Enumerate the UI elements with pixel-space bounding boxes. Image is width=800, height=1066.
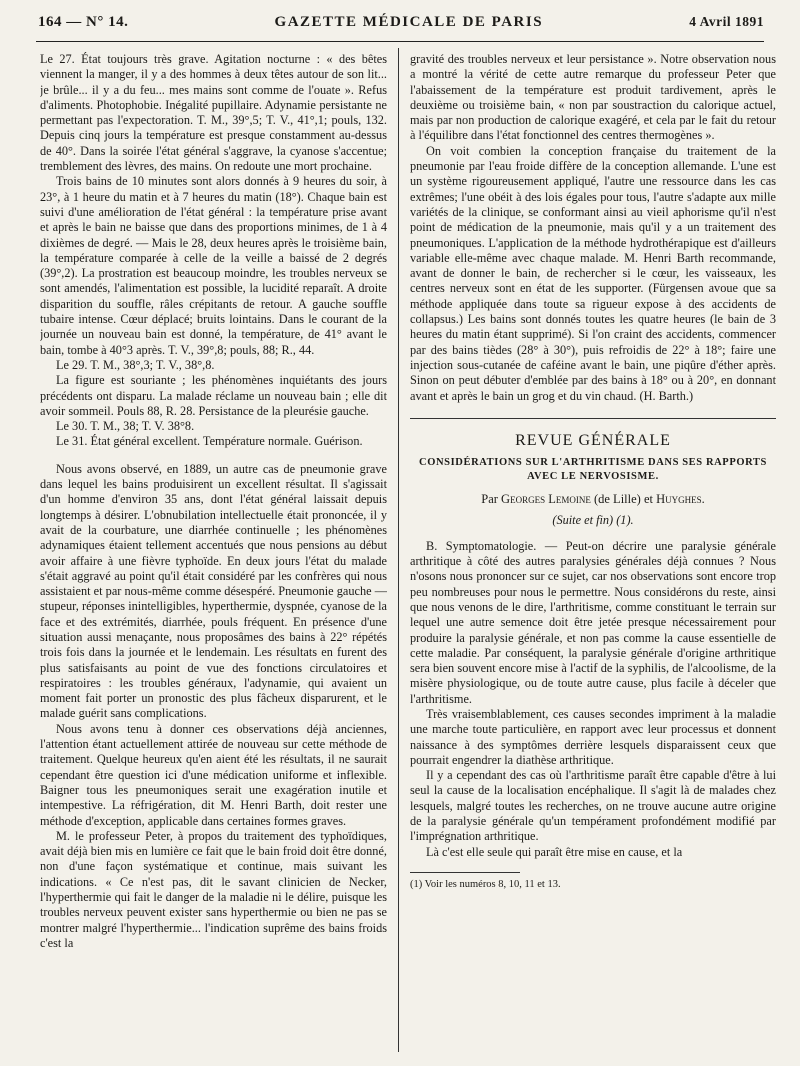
header-rule xyxy=(36,41,764,42)
article-title: CONSIDÉRATIONS SUR L'ARTHRITISME DANS SES RAPPORTS AVEC LE NERVOSISME. xyxy=(419,457,767,483)
author-mid: (de Lille) et xyxy=(593,492,653,507)
paragraph: Le 31. État général excellent. Température normale. Guérison. xyxy=(56,434,363,449)
footnote-rule xyxy=(410,872,520,873)
paragraph: gravité des troubles nerveux et leur persistance ». Notre observation nous a montré la vérité de cette autre remarque du professeur Peter que l'abaissement de la température est produit tardivement, après le deuxième ou troisième bain, « non par soustraction du calorique actuel, mais par non production de calorique exagéré, et cela par le fait du retour à l'équilibre dans l'état fonctionnel des centres thermogènes ». xyxy=(410,52,776,143)
paragraph: Là c'est elle seule qui paraît être mise en cause, et la xyxy=(426,844,683,859)
paragraph: Trois bains de 10 minutes sont alors donnés à 9 heures du soir, à 23°, à 1 heure du matin et à 7 heures du matin (18°). Chaque bain est suivi d'une amélioration de l'état général : la température prise avant et après le bain ne baisse que dans des proportions minimes, de 1 à 4 dixièmes de degré. — Mais le 28, deux heures après le troisième bain, la température comparée à celle de la veille a baissé de 2 degrés (39°,2). La prostration est beaucoup moindre, les troubles nerveux se sont amendés, l'alimentation est possible, la lucidité reparaît. A droite disparition du souffle, râles crépitants de retour. A gauche souffle tubaire intense. Cœur déplacé; bruits lointains. Dans le courant de la journée un nouveau bain est donné, la température, de 41° avant le bain, tombe à 40°3 après. T. V., 39°,8; pouls, 88; R., 44. xyxy=(40,174,387,357)
paragraph: Très vraisemblablement, ces causes secondes impriment à la maladie une marche toute particulière, en rapport avec leur processus et donnent naissance à des symptômes derrière lesquels disparaissent ceux que pourrait engendrer la diathèse arthritique. xyxy=(410,706,776,767)
paragraph: M. le professeur Peter, à propos du traitement des typhoïdiques, avait déjà bien mis en lumière ce fait que le bain froid doit être donné, non d'une façon systématique et continue, mais suivant les indications. « Ce n'est pas, dit le savant clinicien de Necker, l'hyperthermie qui fait le danger de la maladie ni le délire, puisque les troubles nerveux peuvent exister sans hyperthermie ou bien ne pas se montrer malgré l'hyperthermie... l'indication suprême des bains froids c'est la xyxy=(40,828,387,950)
author-name: Huyghes. xyxy=(656,492,705,507)
paragraph: On voit combien la conception française du traitement de la pneumonie par l'eau froide diffère de la conception allemande. L'une est un système rigoureusement appliqué, l'autre une ressource dans les cas extrêmes; l'une obéit à des lois égales pour tous, l'autre s'adapte aux mille variétés de la clinique, se conformant ainsi au vieil aphorisme qu'il n'est point de médication de la pneumonie, mais qu'il y a un traitement des pneumoniques. L'application de la méthode hydrothérapique est d'ailleurs variable elle-même avec chaque malade. M. Henri Barth recommande, avant de donner le bain, de rechercher si le cœur, les vaisseaux, les centres nerveux sont en état de les supporter. (Fürgensen avoue que sa méthode appliquée dans toute sa rigueur expose à des accidents de collapsus.) Les bains sont donnés toutes les quatre heures (le bain de 3 heures du matin étant supprimé). Si l'on craint des accidents, commencer par des bains tièdes (28° à 30°), puis refroidis de 22° à 18°; faire une injection sous-cutanée de caféine avant le bain, une piqûre d'éther après. Sinon on peut débuter d'emblée par des bains à 18° ou à 20°, en donnant avant et après le bain un grog et du vin chaud. (H. Barth.) xyxy=(410,143,776,403)
author-prefix: Par xyxy=(481,492,498,507)
paragraph: B. Symptomatologie. — Peut-on décrire une paralysie générale arthritique à côté des autres paralysies générales déjà connues ? Nous n'osons nous prononcer sur ce sujet, car nos observations sont encore trop peu nombreuses pour nous le permettre. Nous considérons du reste, ainsi que nous venons de le dire, l'arthritisme, comme constituant le terrain sur lequel une autre semence doit être jetée presque nécessairement pour produire la paralysie générale, et non pas comme la cause essentielle de cette maladie. Par conséquent, la paralysie générale d'origine arthritique sera bien souvent encore mise à l'actif de la syphilis, de l'alcoolisme, de la misère physiologique, ou de toute autre cause, plus facile à déceler que l'arthritisme. xyxy=(410,538,776,706)
paragraph: Le 27. État toujours très grave. Agitation nocturne : « des bêtes viennent la manger, il y a des hommes à deux têtes autour de son lit... je brûle... il y a du feu... mes mains sont comme de l'ouate ». Refus d'aliments. Photophobie. Inégalité pupillaire. Adynamie persistante ne permettant pas l'expectoration. T. M., 39°,5; T. V., 41°,1; pouls, 132. Depuis cinq jours la température est presque constamment au-dessus de 40°. Dans la soirée l'état général s'aggrave, la cyanose s'accentue; tremblement des lèvres, des mains. On redoute une mort prochaine. xyxy=(40,52,387,174)
paragraph: Le 29. T. M., 38°,3; T. V., 38°,8. xyxy=(56,357,215,372)
section-divider xyxy=(410,418,776,419)
section-title: REVUE GÉNÉRALE xyxy=(515,431,671,449)
right-column xyxy=(410,52,776,1066)
paragraph: Nous avons tenu à donner ces observations déjà anciennes, l'attention étant actuellement attirée de nouveau sur cette méthode de traitement. Quelque heureux qu'en aient été les résultats, il ne saurait cependant être question ici d'une médication uniforme et inflexible. Baigner tous les pneumoniques serait une exagération inutile et intempestive. La réfrigération, dit M. Henri Barth, doit rester une méthode d'exception, applicable dans certaines formes graves. xyxy=(40,721,387,828)
paragraph: Nous avons observé, en 1889, un autre cas de pneumonie grave dans lequel les bains produisirent un excellent résultat. Il s'agissait d'un homme d'environ 35 ans, dont l'état général laissait depuis longtemps à désirer. L'obnubilation intellectuelle était prononcée, il y avait de la courbature, une diarrhée continuelle ; les phénomènes adynamiques étaient tellement accentués que nous pensions au début avoir affaire à une fièvre typhoïde. En deux jours l'état du malade s'était aggravé au point qu'il était considéré par les confrères qui nous assistaient et par nous-même comme désespéré. Pneumonie gauche — stupeur, réponses inintelligibles, hyperthermie, dyspnée, cyanose de la face et des extrémités, diarrhée, pouls fréquent. En présence d'une situation aussi menaçante, nous proposâmes des bains à 22° répétés trois fois dans la journée et le lendemain. Les résultats en furent des plus satisfaisants au point de vue des fonctions circulatoires et respiratoires : les troubles généraux, l'adynamie, qui avaient un moment fait porter un pronostic des plus fâcheux disparurent, et le malade guérit sans complications. xyxy=(40,461,387,721)
column-divider xyxy=(398,48,399,1052)
footnote: (1) Voir les numéros 8, 10, 11 et 13. xyxy=(410,878,561,890)
left-column xyxy=(40,52,387,1066)
author-name: Georges Lemoine xyxy=(501,492,591,507)
paragraph: Il y a cependant des cas où l'arthritisme paraît être capable d'être à lui seul la cause de la localisation encéphalique. Il s'agit là de malades chez lesquels, malgré toutes les recherches, on ne trouve aucune autre origine de la paralysie générale qu'un tempérament profondément modifié par l'imprégnation arthritique. xyxy=(410,768,776,844)
issue-date: 4 Avril 1891 xyxy=(689,14,764,29)
paragraph: La figure est souriante ; les phénomènes inquiétants des jours précédents ont disparu. La malade réclame un nouveau bain ; elle dit avoir sommeil. Pouls 88, R. 28. Persistance de la pleurésie gauche. xyxy=(40,373,387,418)
page-header xyxy=(38,14,764,40)
page-number: 164 — N° 14. xyxy=(38,14,129,30)
article-authors xyxy=(410,492,776,507)
continuation-note: (Suite et fin) (1). xyxy=(552,513,634,528)
journal-title: GAZETTE MÉDICALE DE PARIS xyxy=(274,14,544,30)
paragraph: Le 30. T. M., 38; T. V. 38°8. xyxy=(56,419,195,434)
